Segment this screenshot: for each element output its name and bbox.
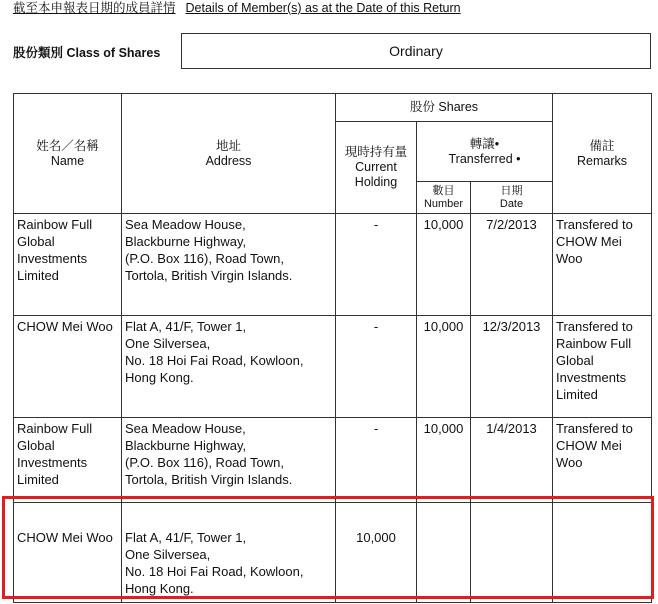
address-line: (P.O. Box 116), Road Town, [125, 251, 284, 266]
transferred-date: 7/2/2013 [471, 214, 553, 316]
member-name: Rainbow Full Global Investments Limited [14, 418, 122, 503]
address-line: Blackburne Highway, [125, 438, 247, 453]
header-name [14, 94, 122, 214]
address-line: Hong Kong. [125, 370, 194, 385]
header-current-holding [336, 122, 417, 214]
header-current-en-1: Current [355, 160, 397, 174]
member-name: Rainbow Full Global Investments Limited [14, 214, 122, 316]
member-address [122, 503, 336, 603]
address-line: Sea Meadow House, [125, 217, 246, 232]
current-holding: - [336, 418, 417, 503]
header-number-cn: 數目 [432, 184, 455, 197]
header-row-1 [14, 94, 652, 122]
table-row [14, 316, 652, 418]
current-holding: 10,000 [336, 503, 417, 603]
transferred-number: 10,000 [417, 214, 471, 316]
member-address [122, 214, 336, 316]
class-of-shares-label: 股份類別 Class of Shares [13, 46, 161, 60]
remarks: Transfered to CHOW Mei Woo [553, 418, 652, 503]
address-line: Tortola, British Virgin Islands. [125, 472, 293, 487]
member-address [122, 418, 336, 503]
form-title-en: Details of Member(s) as at the Date of this Return [185, 1, 461, 15]
header-current-en-2: Holding [354, 175, 398, 189]
header-transferred-en: Transferred • [448, 151, 521, 166]
header-remarks-cn: 備註 [589, 138, 615, 153]
member-name: CHOW Mei Woo [14, 503, 122, 603]
header-address [122, 94, 336, 214]
members-table [13, 93, 652, 603]
address-line: Blackburne Highway, [125, 234, 247, 249]
table-row [14, 214, 652, 316]
header-address-cn: 地址 [215, 138, 241, 153]
address-line: No. 18 Hoi Fai Road, Kowloon, [125, 564, 304, 579]
header-transferred [417, 122, 553, 182]
header-shares: 股份 Shares [336, 94, 553, 122]
table-row [14, 418, 652, 503]
header-date [471, 182, 553, 214]
transferred-number: 10,000 [417, 418, 471, 503]
header-date-en: Date [499, 197, 524, 210]
header-current-cn: 現時持有量 [344, 145, 408, 159]
header-address-en: Address [205, 153, 252, 168]
address-line: Flat A, 41/F, Tower 1, [125, 319, 247, 334]
form-title [13, 0, 461, 16]
address-line: (P.O. Box 116), Road Town, [125, 455, 284, 470]
address-line: Flat A, 41/F, Tower 1, [125, 530, 247, 545]
member-name: CHOW Mei Woo [14, 316, 122, 418]
transferred-date: 12/3/2013 [471, 316, 553, 418]
address-line: Hong Kong. [125, 581, 194, 596]
class-of-shares-value: Ordinary [181, 33, 651, 69]
address-line: Tortola, British Virgin Islands. [125, 268, 293, 283]
header-remarks-en: Remarks [576, 153, 627, 168]
current-holding: - [336, 316, 417, 418]
address-line: No. 18 Hoi Fai Road, Kowloon, [125, 353, 304, 368]
member-address [122, 316, 336, 418]
transferred-date [471, 503, 553, 603]
remarks: Transfered to CHOW Mei Woo [553, 214, 652, 316]
header-name-cn: 姓名／名稱 [36, 138, 99, 153]
header-name-en: Name [50, 153, 85, 168]
address-line: Sea Meadow House, [125, 421, 246, 436]
header-number [417, 182, 471, 214]
transferred-number [417, 503, 471, 603]
header-date-cn: 日期 [500, 184, 523, 197]
address-line: One Silversea, [125, 547, 211, 562]
form-title-cn: 截至本申報表日期的成員詳情 [13, 1, 176, 15]
transferred-date: 1/4/2013 [471, 418, 553, 503]
remarks: Transfered to Rainbow Full Global Investments Limited [553, 316, 652, 418]
header-number-en: Number [423, 197, 464, 210]
header-transferred-cn: 轉讓• [469, 136, 500, 151]
table-row-highlighted [14, 503, 652, 603]
current-holding: - [336, 214, 417, 316]
address-line: One Silversea, [125, 336, 211, 351]
header-remarks [553, 94, 652, 214]
remarks [553, 503, 652, 603]
transferred-number: 10,000 [417, 316, 471, 418]
